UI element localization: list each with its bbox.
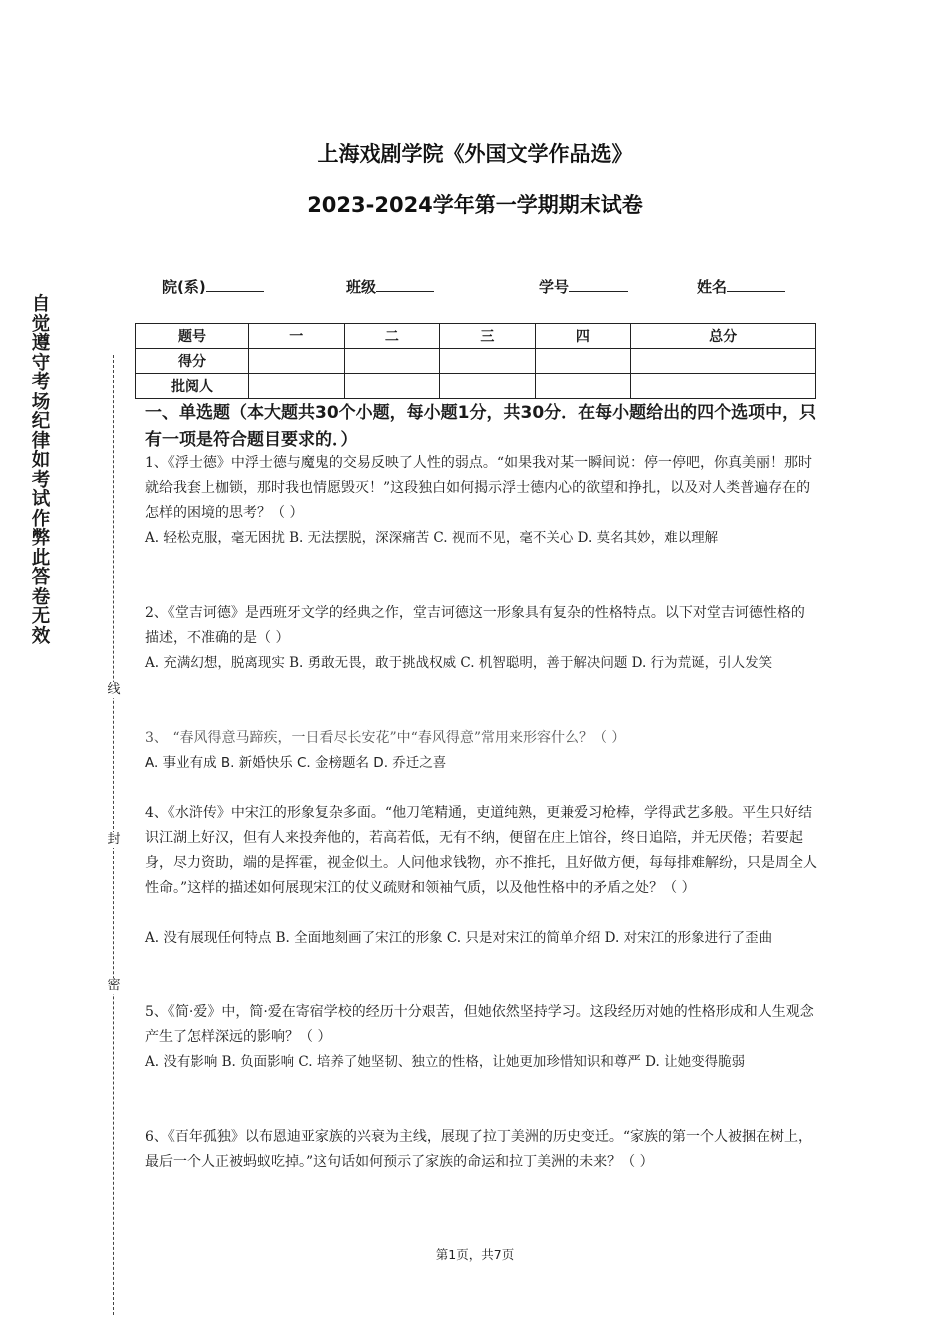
score-cell[interactable] <box>344 349 440 374</box>
name-label: 姓名 <box>697 278 728 296</box>
question-3-stem: 3、 “春风得意马蹄疾，一日看尽长安花”中“春风得意”常用来形容什么？（ ） <box>145 730 626 746</box>
class-blank <box>376 276 434 292</box>
grader-cell[interactable] <box>440 374 536 399</box>
question-2-stem: 2、《堂吉诃德》是西班牙文学的经典之作，堂吉诃德这一形象具有复杂的性格特点。以下对堂吉诃德性格的描述，不准确的是（ ） <box>145 605 805 646</box>
grader-cell[interactable] <box>249 374 345 399</box>
department-blank <box>206 276 264 292</box>
question-4-stem: 4、《水浒传》中宋江的形象复杂多面。“他刀笔精通，吏道纯熟，更兼爱习枪棒，学得武艺多般。平生只好结识江湖上好汉，但有人来投奔他的，若高若低，无有不纳，便留在庄上馆谷，终日追陪，并无厌倦；若要起身，尽力资助，端的是挥霍，视金似土。人问他求钱物，亦不推托，且好做方便，每每排难解纷，只是周全人性命。”这样的描述如何展现宋江的仗义疏财和领袖气质，以及他性格中的矛盾之处？（ ） <box>145 805 817 896</box>
question-6-stem: 6、《百年孤独》以布恩迪亚家族的兴衰为主线，展现了拉丁美洲的历史变迁。“家族的第一个人被捆在树上，最后一个人正被蚂蚁吃掉。”这句话如何预示了家族的命运和拉丁美洲的未来？（ ） <box>145 1129 813 1170</box>
grader-cell[interactable] <box>535 374 631 399</box>
question-5-options: A. 没有影响 B. 负面影响 C. 培养了她坚韧、独立的性格，让她更加珍惜知识和尊严 D. 让她变得脆弱 <box>145 1054 746 1070</box>
table-cell-part-3: 三 <box>440 324 536 349</box>
table-cell-total: 总分 <box>631 324 816 349</box>
name-blank <box>727 276 785 292</box>
class-label: 班级 <box>346 278 377 296</box>
table-cell-part-1: 一 <box>249 324 345 349</box>
question-1-options: A. 轻松克服，毫无困扰 B. 无法摆脱，深深痛苦 C. 视而不见，毫不关心 D. 莫名其妙，难以理解 <box>145 530 719 546</box>
table-cell-question-no: 题号 <box>136 324 249 349</box>
score-cell[interactable] <box>440 349 536 374</box>
exam-title-line2: 2023-2024学年第一学期期末试卷 <box>307 193 643 217</box>
grader-cell[interactable] <box>631 374 816 399</box>
student-id-label: 学号 <box>539 278 570 296</box>
binding-mark-sealed: 密 <box>107 978 121 993</box>
department-label: 院(系) <box>162 278 206 296</box>
class-field[interactable] <box>346 276 434 297</box>
table-cell-part-2: 二 <box>344 324 440 349</box>
score-cell[interactable] <box>535 349 631 374</box>
page-number: 第1页，共7页 <box>435 1247 515 1262</box>
table-cell-score-label: 得分 <box>136 349 249 374</box>
table-cell-grader-label: 批阅人 <box>136 374 249 399</box>
exam-discipline-notice: 自觉遵守考场纪律如考试作弊此答卷无效 <box>31 294 51 647</box>
binding-mark-line: 线 <box>107 682 121 697</box>
score-cell[interactable] <box>249 349 345 374</box>
score-cell[interactable] <box>631 349 816 374</box>
grader-cell[interactable] <box>344 374 440 399</box>
score-table-grader-row <box>136 374 816 399</box>
score-table <box>135 323 816 399</box>
student-id-field[interactable] <box>539 276 628 297</box>
score-table-header-row <box>136 324 816 349</box>
binding-mark-seal: 封 <box>107 832 121 847</box>
question-4-options: A. 没有展现任何特点 B. 全面地刻画了宋江的形象 C. 只是对宋江的简单介绍 D. 对宋江的形象进行了歪曲 <box>145 930 773 946</box>
exam-title-line1: 上海戏剧学院《外国文学作品选》 <box>317 142 633 166</box>
student-id-blank <box>569 276 628 292</box>
section-heading: 一、单选题（本大题共30个小题，每小题1分，共30分．在每小题给出的四个选项中，只有一项是符合题目要求的．） <box>145 403 817 450</box>
question-5-stem: 5、《简·爱》中，简·爱在寄宿学校的经历十分艰苦，但她依然坚持学习。这段经历对她的性格形成和人生观念产生了怎样深远的影响？（ ） <box>145 1004 814 1045</box>
question-1-stem: 1、《浮士德》中浮士德与魔鬼的交易反映了人性的弱点。“如果我对某一瞬间说：停一停吧，你真美丽！那时就给我套上枷锁，那时我也情愿毁灭！”这段独白如何揭示浮士德内心的欲望和挣扎，以及对人类普遍存在的怎样的困境的思考？（ ） <box>145 455 813 521</box>
name-field[interactable] <box>697 276 785 297</box>
score-table-score-row <box>136 349 816 374</box>
department-field[interactable] <box>162 276 264 297</box>
question-2-options: A. 充满幻想，脱离现实 B. 勇敢无畏，敢于挑战权威 C. 机智聪明，善于解决问题 D. 行为荒诞，引人发笑 <box>145 655 773 671</box>
question-3-options: A. 事业有成 B. 新婚快乐 C. 金榜题名 D. 乔迁之喜 <box>145 755 447 771</box>
table-cell-part-4: 四 <box>535 324 631 349</box>
